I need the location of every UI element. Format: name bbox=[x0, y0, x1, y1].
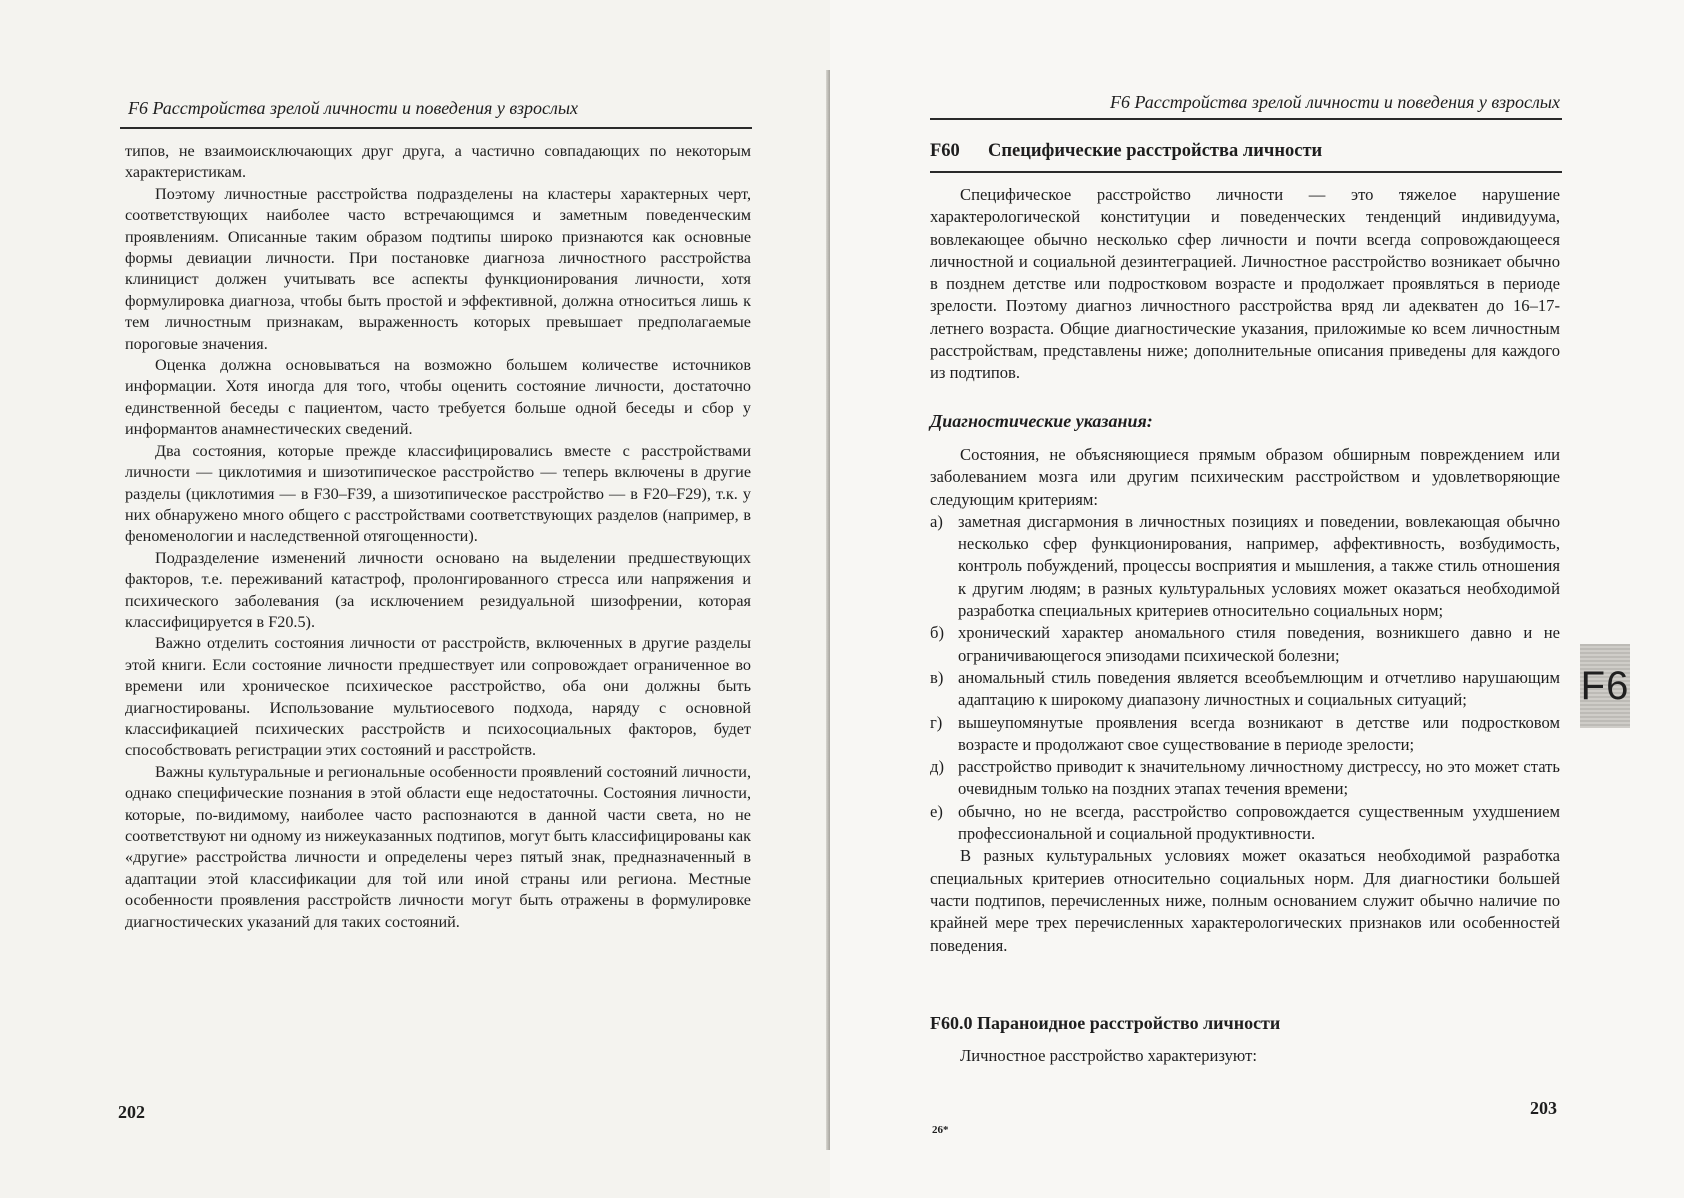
list-item bbox=[930, 667, 1560, 712]
running-head: F6 Расстройства зрелой личности и поведения у взрослых bbox=[128, 98, 579, 118]
paragraph: Специфическое расстройство личности — это тяжелое нарушение характерологической конституции и поведенческих тенденций индивидуума, вовлекающее обычно несколько сфер личности и почти всегда сопровождающееся личностной и социальной дезинтеграцией. Личностное расстройство возникает обычно в позднем детстве или подростковом возрасте и продолжает проявляться в периоде зрелости. Поэтому диагноз личностного расстройства вряд ли адекватен до 16–17-летнего возраста. Общие диагностические указания, приложимые ко всем личностным расстройствам, представлены ниже; дополнительные описания приведены для каждого из подтипов. bbox=[930, 185, 1560, 383]
subsection-lead bbox=[930, 1045, 1560, 1067]
paragraph: Личностное расстройство характеризуют: bbox=[960, 1046, 1257, 1065]
list-marker: в) bbox=[930, 667, 944, 687]
list-marker: е) bbox=[930, 801, 943, 821]
chapter-thumb-tab bbox=[1580, 644, 1630, 728]
section-rule bbox=[930, 171, 1562, 173]
page-number: 203 bbox=[1530, 1098, 1557, 1118]
diagnostic-heading: Диагностические указания: bbox=[930, 411, 1153, 431]
list-item bbox=[930, 756, 1560, 801]
section-title-text: Специфические расстройства личности bbox=[988, 141, 1323, 161]
left-page bbox=[0, 0, 830, 1198]
header-rule bbox=[930, 118, 1562, 120]
running-head: F6 Расстройства зрелой личности и поведения у взрослых bbox=[1109, 92, 1560, 112]
signature-mark: 26* bbox=[932, 1124, 949, 1136]
paragraph: Важно отделить состояния личности от расстройств, включенных в другие разделы этой книги. Если состояние личности предшествует или сопровождает ограниченное во времени или хроническое психическое расстройство, оба они должны быть диагностированы. Использование мультиосевого подхода, наряду с основной классификацией психических расстройств и психосоциальных факторов, будет способствовать регистрации этих состояний и расстройств. bbox=[125, 634, 751, 760]
section-title bbox=[930, 141, 1322, 162]
list-item-text: аномальный стиль поведения является всеобъемлющим и отчетливо нарушающим адаптацию к широкому диапазону личностных и социальных ситуаций; bbox=[958, 667, 1560, 710]
subsection-title: F60.0 Параноидное расстройство личности bbox=[930, 1013, 1281, 1033]
list-item bbox=[930, 801, 1560, 846]
paragraph: Важны культуральные и региональные особенности проявлений состояний личности, однако специфические познания в этой области еще недостаточны. Состояния личности, которые, по-видимому, наиболее часто распознаются в данной части света, но не соответствуют ни одному из нижеуказанных подтипов, могут быть классифицированы как «другие» расстройства личности и определены через пятый знак, предназначенный в адаптации этой классификации для той или иной страны или региона. Местные особенности проявления расстройств личности могут быть отражены в формулировке диагностических указаний для таких состояний. bbox=[125, 762, 752, 931]
section-code: F60 bbox=[930, 141, 960, 161]
list-marker: г) bbox=[930, 712, 943, 732]
paragraph: типов, не взаимоисключающих друг друга, а частично совпадающих по некоторым характеристикам. bbox=[125, 142, 751, 182]
list-item-text: заметная дисгармония в личностных позициях и поведении, вовлекающая обычно несколько сфер функционирования, например, аффективность, возбудимость, контроль побуждений, процессы восприятия и мышления, а также стиль отношения к другим людям; в разных культуральных условиях может оказаться необходимой разработка специальных критериев относительно социальных норм; bbox=[958, 511, 1560, 621]
list-item bbox=[930, 712, 1560, 757]
paragraph: Поэтому личностные расстройства подразделены на кластеры характерных черт, соответствующих наиболее часто встречающимся и заметным поведенческим проявлениям. Описанные таким образом подтипы широко признаются как основные формы девиации личности. При постановке диагноза личностного расстройства клиницист должен учитывать все аспекты функционирования личности, хотя формулировка диагноза, чтобы быть простой и эффективной, должна относиться лишь к тем личностным признакам, выраженность которых превышает предполагаемые пороговые значения. bbox=[125, 184, 751, 353]
list-item bbox=[930, 511, 1560, 622]
list-item-text: обычно, но не всегда, расстройство сопровождается существенным ухудшением профессиональной и социальной продуктивности. bbox=[958, 801, 1560, 844]
paragraph: В разных культуральных условиях может оказаться необходимой разработка специальных критериев относительно социальных норм. Для диагностики большей части подтипов, перечисленных ниже, полным основанием служит обычно наличие по крайней мере трех перечисленных характерологических признаков или особенностей поведения. bbox=[930, 846, 1560, 955]
criteria-list bbox=[930, 511, 1560, 845]
chapter-tab-label: F6 bbox=[1580, 663, 1630, 708]
list-item-text: вышеупомянутые проявления всегда возникают в детстве или подростковом возрасте и продолжают свое существование в периоде зрелости; bbox=[958, 712, 1560, 754]
paragraph: Состояния, не объясняющиеся прямым образом обширным повреждением или заболеванием мозга или другим психическим расстройством и удовлетворяющие следующим критериям: bbox=[930, 445, 1560, 509]
section-intro bbox=[930, 184, 1560, 385]
list-item bbox=[930, 622, 1560, 667]
list-marker: д) bbox=[930, 757, 944, 777]
paragraph: Два состояния, которые прежде классифицировались вместе с расстройствами личности — циклотимия и шизотипическое расстройство — теперь включены в другие разделы (циклотимия — в F30–F39, а шизотипическое расстройство — в F20–F29), т.к. у них обнаружено много общего с расстройствами соответствующих разделов (например, в феноменологии и наследственной отягощенности). bbox=[125, 441, 751, 546]
header-rule bbox=[120, 127, 752, 129]
paragraph: Подразделение изменений личности основано на выделении предшествующих факторов, т.е. переживаний катастроф, пролонгированного стресса или напряжения и психического заболевания (за исключением резидуальной шизофрении, которая классифицируется в F20.5). bbox=[125, 548, 751, 631]
left-body-text bbox=[125, 141, 751, 933]
list-marker: б) bbox=[930, 623, 944, 643]
paragraph: Оценка должна основываться на возможно большем количестве источников информации. Хотя иногда для того, чтобы оценить состояние личности, достаточно единственной беседы с пациентом, часто требуется больше одной беседы и сбор у информантов анамнестических сведений. bbox=[125, 356, 751, 439]
list-item-text: хронический характер аномального стиля поведения, возникшего давно и не ограничивающегося эпизодами психической болезни; bbox=[958, 623, 1560, 665]
list-marker: а) bbox=[930, 511, 943, 531]
right-page bbox=[830, 0, 1684, 1198]
list-item-text: расстройство приводит к значительному личностному дистрессу, но это может стать очевидным только на поздних этапах течения времени; bbox=[958, 757, 1560, 799]
diagnostic-guidelines bbox=[930, 444, 1560, 957]
page-number: 202 bbox=[118, 1102, 145, 1122]
